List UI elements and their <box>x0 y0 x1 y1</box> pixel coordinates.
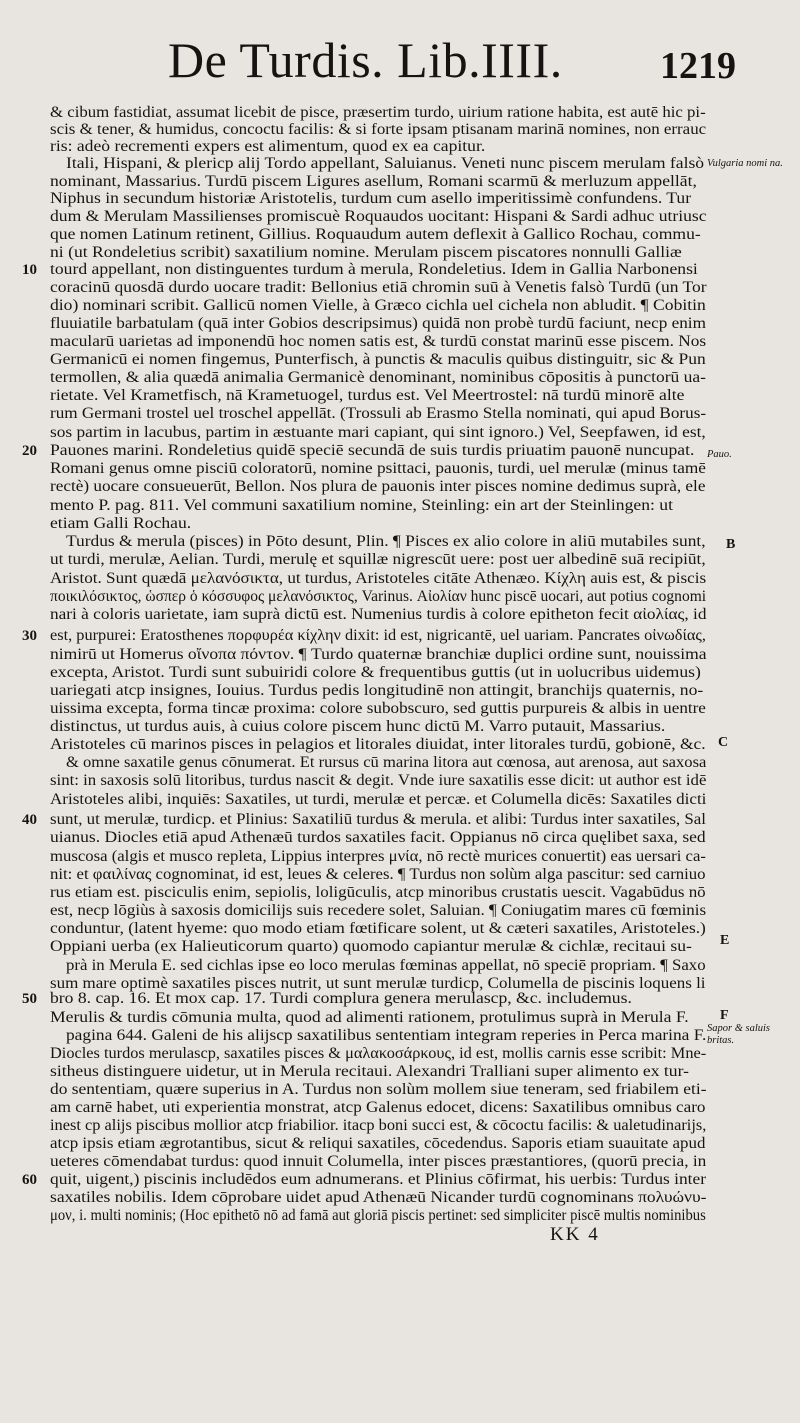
text-line: uianus. Diocles etiā apud Athenæū turdos saxatiles facit. Oppianus nō circa quęlibet saxa, sed <box>50 829 706 846</box>
text-line: macularū uarietas ad imponendū hoc nomen satis est, & turdū constat marinū esse piscem. Nos <box>50 333 707 350</box>
text-line: Aristoteles alibi, inquiēs: Saxatiles, ut turdi, merulæ et percæ. et Columella dicēs: Saxatiles dicti <box>50 791 707 808</box>
text-line: ueteres cōmendabat turdus: quod innuit Columella, inter pisces præstantiores, (quorū precia, in <box>50 1153 707 1170</box>
text-line: Germanicū ei nomen fingemus, Punterfisch, à punctis & maculis quibus distinguitr, sic & Pun <box>50 351 706 368</box>
text-line: ut turdi, merulæ, Aelian. Turdi, merulę et squillæ nigrescūt uere: post uer albedinē suā recipiūt, <box>50 551 706 568</box>
text-line: muscosa (algis et musco repleta, Lippius interpres μνία, nō rectè murices conuertit) eas uersari ca- <box>50 848 706 865</box>
running-header <box>0 30 800 100</box>
text-line: sitheus distinguere uidetur, ut in Merula recitaui. Alexandri Tralliani super alimento ex tur- <box>50 1063 689 1080</box>
text-line: sum mare optimè saxatiles pisces nutrit, ut sunt merulæ turdicp, Columella de piscinis loquens li <box>50 975 706 992</box>
text-line: rectè) uocare consueuerūt, Bellon. Nos plura de pauonis inter pisces nomine dedimus suprà, ele <box>50 478 706 495</box>
text-line: ris: adeò recrementi expers est alimentum, quod ex ea capitur. <box>50 138 486 155</box>
text-line: nit: et φαιλίνας cognominat, id est, leues & celeres. ¶ Turdus non solùm alga pascitur: sed carniuo <box>50 866 706 883</box>
running-title: De Turdis. Lib.IIII. <box>168 32 563 88</box>
text-line: ποικιλόσικτος, ὡσπερ ὁ κόσσυφος μελανόσικτος, Varinus. Αἰολίαν hunc piscē uocari, aut potius cognomi <box>50 588 707 605</box>
text-line: excepta, Aristot. Turdi sunt subuiridi colore & frequentibus guttis (ut in uolucribus uidemus) <box>50 664 701 681</box>
text-line: que nomen Latinum retinent, Gillius. Roquaudum autem deflexit à Gallico Rochau, commu- <box>50 226 701 243</box>
text-line: est, purpurei: Eratosthenes πορφυρέα κίχλην dixit: id est, nigricantē, uel uariam. Pancrates οἰνωδίας, <box>50 627 706 644</box>
text-line: rietate. Vel Krametfisch, nā Krametuogel, turdus est. Vel Meertrostel: nā turdū minorē alte <box>50 387 685 404</box>
text-line: nominant, Massarius. Turdū piscem Ligures asellum, Romani scarmū & merluzum appellāt, <box>50 173 697 190</box>
text-line: uariegati atcp insignes, Iouius. Turdus pedis longitudinē non attingit, branchijs quaternis, no- <box>50 682 704 699</box>
text-line: Aristot. Sunt quædā μελανόσικτα, ut turdus, Aristoteles citāte Athenæo. Κίχλη auis est, & piscis <box>50 570 707 587</box>
text-line: atcp ipsis etiam ægrotantibus, sicut & reliqui saxatiles, cōcedendus. Saporis etiam suauitate apud <box>50 1135 706 1152</box>
text-line: μον, i. multi nominis; (Hoc epithetō nō ad famā aut gloriā piscis pertinet: sed simpliciter piscē multis nominibus <box>50 1207 706 1224</box>
text-line: am carnē habet, uti experientia monstrat, atcp Galenus edocet, dicens: Saxatilibus omnibus caro <box>50 1099 706 1116</box>
section-letter: C <box>718 735 729 750</box>
text-line: sint: in saxosis solū litoribus, turdus nascit & degit. Vnde iure saxatilis esse dicit: ut author est idē <box>50 772 707 789</box>
text-line: Turdus & merula (pisces) in Pōto desunt, Plin. ¶ Pisces ex alio colore in aliū mutabiles sunt, <box>66 533 706 550</box>
text-line: tourd appellant, non distinguentes turdum à merula, Rondeletius. Idem in Gallia Narbonensi <box>50 261 698 278</box>
signature-mark: KK 4 <box>550 1224 600 1245</box>
text-line: uissima excepta, forma tincæ proxima: colore subobscuro, sed guttis purpureis & albis in uentre <box>50 700 706 717</box>
margin-note: Vulgaria nomi na. <box>707 158 783 169</box>
text-line: rum Germani trostel uel troschel appellāt. (Trossuli ab Erasmo Stella nominati, qui apud Borus- <box>50 405 707 422</box>
text-line: nari à coloris uarietate, iam suprà dictū est. Numenius turdis à colore epitheton fecit αἰολίας, id <box>50 606 707 623</box>
text-line: est, necp lōgiùs à saxosis domicilijs suis recedere solet, Saluian. ¶ Coniugatim mares cū fœminis <box>50 902 707 919</box>
text-line: Itali, Hispani, & plericp alij Tordo appellant, Saluianus. Veneti nunc piscem merulam falsò <box>66 155 705 172</box>
text-line: coracinū quosdā durdo uocare tradit: Bellonius etiā chromin suū à Venetis falsò Turdū (un Tor <box>50 279 707 296</box>
text-line: conduntur, (latent hyeme: quo modo etiam fœtificare solent, ut & cæteri saxatiles, Aristoteles.) <box>50 920 706 937</box>
text-line: do sententiam, quære superius in A. Turdus non solùm mollem siue teneram, sed friabilem eti- <box>50 1081 707 1098</box>
text-line: ni (ut Rondeletius scribit) saxatilium nomine. Merulam piscem piscatores nonnulli Galliæ <box>50 244 682 261</box>
text-line: Romani genus omne pisciū coloratorū, nomine psittaci, pauonis, turdi, uel merulæ (minus tamē <box>50 460 706 477</box>
text-line: Pauones marini. Rondeletius quidē speciē secundā de suis turdis priuatim pauonē nuncupat. <box>50 442 695 459</box>
text-line: scis & tener, & humidus, concoctu facilis: & si forte ipsam ptisanam marinā nomines, non errauc <box>50 121 707 138</box>
text-line: sunt, ut merulæ, turdicp. et Plinius: Saxatiliū turdus & merula. et alibi: Turdus inter saxatiles, Sal <box>50 811 707 828</box>
text-line: fluuiatile barbatulam (quā inter Gobios descripsimus) quidā non probè turdū faciunt, necp enim <box>50 315 706 332</box>
line-number: 20 <box>22 443 37 459</box>
text-line: inest cp alijs piscibus mollior atcp friabilior. itacp boni succi est, & cōcoctu facilis: & ualetudinarijs, <box>50 1117 707 1134</box>
text-line: & omne saxatile genus cōnumerat. Et rursus cū marina litora aut cœnosa, aut arenosa, aut saxosa <box>66 754 707 771</box>
line-number: 30 <box>22 628 37 644</box>
section-letter: F <box>720 1008 729 1023</box>
line-number: 60 <box>22 1172 37 1188</box>
margin-note: Pauo. <box>707 449 732 460</box>
text-line: prà in Merula E. sed cichlas ipse eo loco merulas fœminas appellat, nō speciē propriam. ¶ Saxo <box>66 957 706 974</box>
text-line: dum & Merulam Massilienses promiscuè Roquaudos uocitant: Hispani & Sardi adhuc utriusc <box>50 208 707 225</box>
text-line: sos partim in lacubus, partim in æstuante mari capiant, qui sint ignoro.) Vel, Seepfawen, id est, <box>50 424 706 441</box>
text-line: quit, uigent,) piscinis includēdos eum adnumerans. et Plinius cōfirmat, his uerbis: Turdus inter <box>50 1171 707 1188</box>
text-line: Niphus in secundum historiæ Aristotelis, turdum cum asello imperitissimè confundens. Tur <box>50 190 692 207</box>
text-line: mento P. pag. 811. Vel communi saxatilium nomine, Steinling: ein art der Steinlingen: ut <box>50 497 673 514</box>
text-line: Aristoteles cū marinos pisces in pelagios et litorales diuidat, inter litorales turdū, gobionē, &c. <box>50 736 706 753</box>
section-letter: B <box>726 537 736 552</box>
text-line: Merulis & turdis cōmunia multa, quod ad alimenti rationem, protulimus suprà in Merula F. <box>50 1009 689 1026</box>
text-line: saxatiles nobilis. Idem cōprobare uidet apud Athenæū Nicander turdū cognominans πολυώνυ- <box>50 1189 707 1206</box>
line-number: 10 <box>22 262 37 278</box>
text-line: pagina 644. Galeni de his alijscp saxatilibus sententiam integram reperies in Perca marina F. <box>66 1027 707 1044</box>
text-line: & cibum fastidiat, assumat licebit de pisce, præsertim turdo, uirium ratione habita, est autē hic pi- <box>50 104 706 121</box>
text-line: dio) nominari scribit. Gallicū nomen Vielle, à Græco cichla uel cichela non abludit. ¶ Cobitin <box>50 297 706 314</box>
page-number: 1219 <box>660 45 736 87</box>
text-line: Diocles turdos merulascp, saxatiles pisces & μαλακοσάρκους, id est, mollis carnis esse scribit: Mne- <box>50 1045 707 1062</box>
text-line: Oppiani uerba (ex Halieuticorum quarto) quomodo capiantur merulæ & cichlæ, recitaui su- <box>50 938 692 955</box>
line-number: 40 <box>22 812 37 828</box>
text-line: distinctus, ut turdus auis, à cuius colore piscem hunc dictū M. Varro putauit, Massarius. <box>50 718 666 735</box>
text-line: nimirū ut Homerus οἴνοπα πόντον. ¶ Turdo quaternæ branchiæ duplici ordine sunt, nouissima <box>50 646 707 663</box>
text-line: bro 8. cap. 16. Et mox cap. 17. Turdi complura genera merulascp, &c. includemus. <box>50 990 632 1007</box>
text-line: termollen, & alia quædā animalia Germanicè denominant, nominibus cōpositis à punctorū ua- <box>50 369 706 386</box>
section-letter: E <box>720 933 730 948</box>
line-number: 50 <box>22 991 37 1007</box>
text-line: rus etiam est. pisciculis enim, sepiolis, loligūculis, atcp minoribus crustatis uescit. Vagabūdus nō <box>50 884 706 901</box>
margin-note: Sapor & saluis britas. <box>707 1023 771 1046</box>
text-line: etiam Galli Rochau. <box>50 515 192 532</box>
